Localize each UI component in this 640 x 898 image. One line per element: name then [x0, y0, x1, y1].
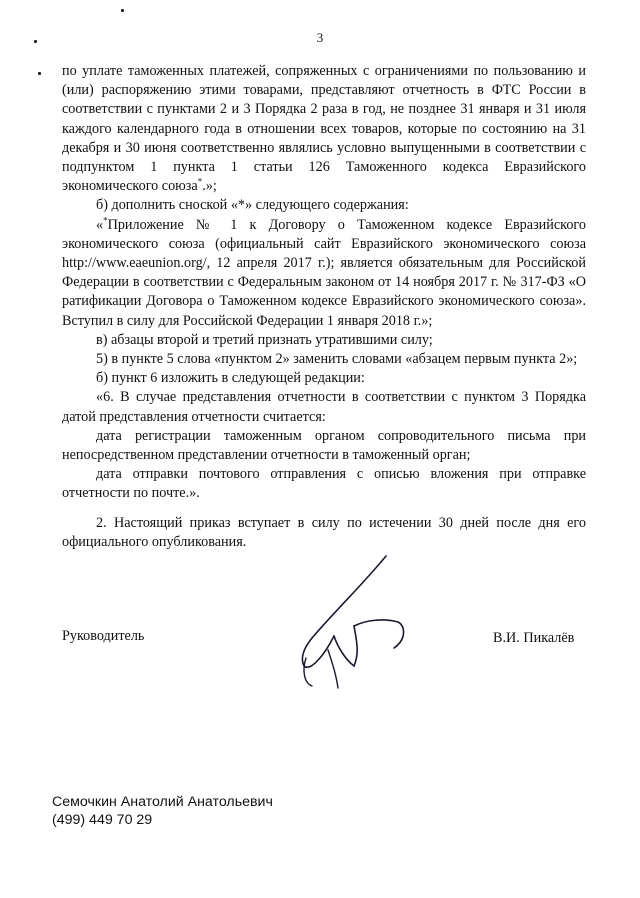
paragraph: в) абзацы второй и третий признать утратившими силу; — [96, 331, 433, 348]
paragraph: «6. В случае представления отчетности в соответствии с пунктом 3 Порядка датой представления отчетности считается: — [62, 389, 586, 425]
paragraph: 5) в пункте 5 слова «пунктом 2» заменить словами «абзацем первым пункта 2»; — [96, 351, 578, 368]
paragraph-tail: .»; — [202, 178, 217, 195]
footnote-paragraph — [62, 216, 586, 331]
scan-dot — [38, 72, 41, 75]
executor-name: Семочкин Анатолий Анатольевич — [52, 794, 273, 810]
paragraph-text: по уплате таможенных платежей, сопряженных с ограничениями по пользованию и (или) распоряжению этими товарами, представляют отчетность в ФТС России в соответствии с пунктами 2 и 3 Порядка 2 раза в год, не позднее 31 января и 31 июля каждого календарного года в отношении всех товаров, которые по состоянию на 31 декабря и 30 июня соответственно являлись условно выпущенными в соответствии с подпунктом 1 пункта 1 статьи 126 Таможенного кодекса Евразийского экономического союза — [62, 63, 586, 195]
scan-dot — [121, 9, 124, 12]
executor-phone: (499) 449 70 29 — [52, 812, 153, 828]
footnote-mark: * — [197, 176, 203, 187]
handwritten-signature — [294, 548, 424, 693]
paragraph-text: Приложение № 1 к Договору о Таможенном кодексе Евразийского экономического союза (официальный сайт Евразийского экономического союза http://www.eaeunion.org/, 12 апреля 2017 г.); является обязательным для Российской Федерации в соответствии с Федеральным законом от 14 ноября 2017 г. № 317-ФЗ «О ратификации Договора о Таможенном кодексе Евразийского экономического союза». Вступил в силу для Российской Федерации 1 января 2018 г.»; — [62, 216, 586, 329]
paragraph: б) пункт 6 изложить в следующей редакции: — [96, 370, 365, 387]
footnote-mark: * — [103, 214, 108, 225]
paragraph: 2. Настоящий приказ вступает в силу по истечении 30 дней после дня его официального опубликования. — [62, 514, 586, 550]
paragraph: дата регистрации таможенным органом сопроводительного письма при непосредственном представлении отчетности в таможенный орган; — [62, 427, 586, 464]
paragraph: б) дополнить сноской «*» следующего содержания: — [96, 197, 409, 214]
document-body — [62, 62, 586, 552]
page-number: 3 — [316, 30, 324, 45]
paragraph: дата отправки почтового отправления с описью вложения при отправке отчетности по почте.». — [62, 466, 586, 502]
paragraph — [62, 62, 586, 196]
signatory-name: В.И. Пикалёв — [493, 630, 575, 646]
open-quote: « — [96, 216, 104, 233]
executor-block — [52, 793, 273, 829]
signatory-title: Руководитель — [62, 628, 145, 644]
